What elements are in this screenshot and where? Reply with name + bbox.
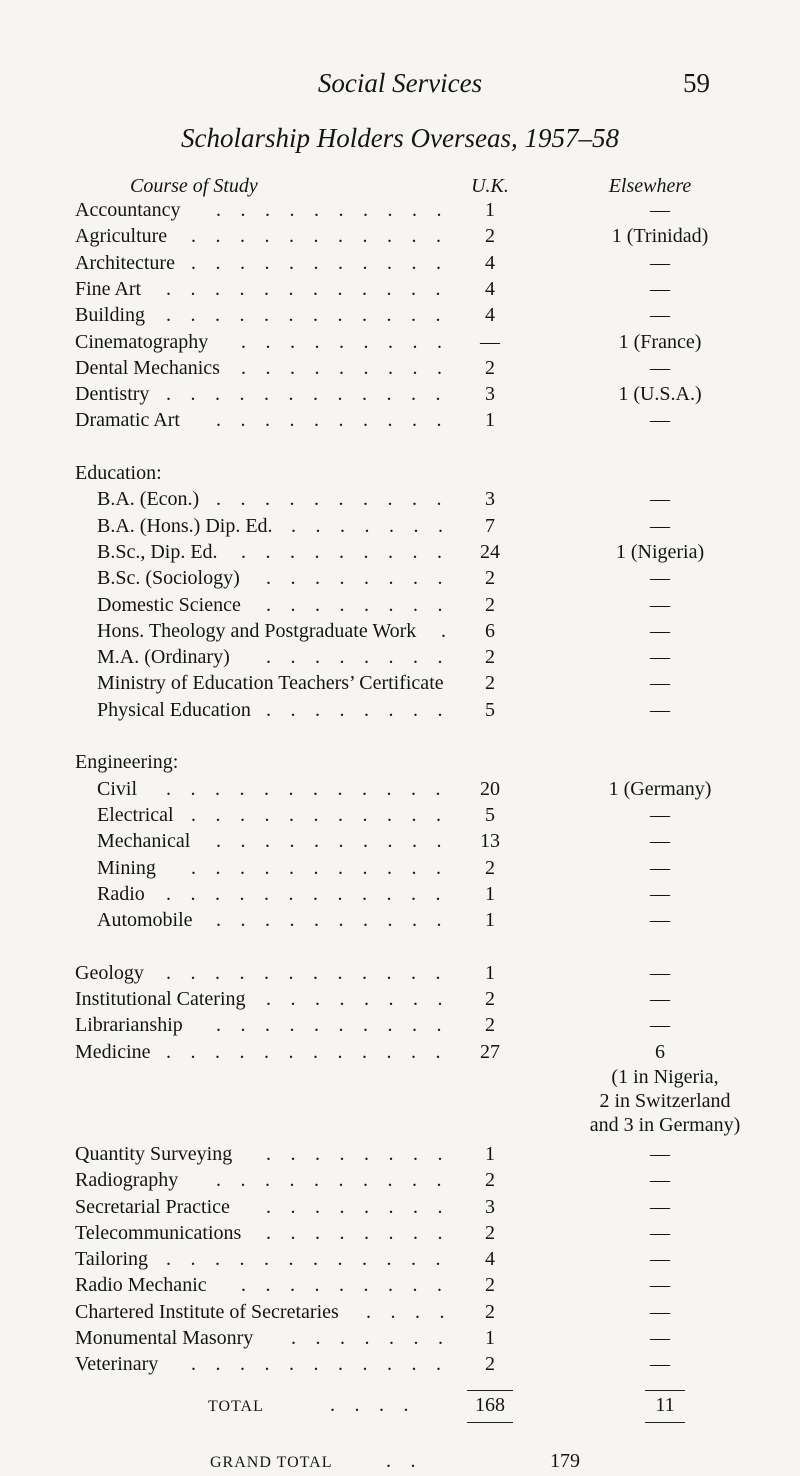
- leader-dots: ........: [266, 1221, 462, 1244]
- elsewhere-count: —: [650, 988, 670, 1010]
- leader-dots: .......: [291, 1327, 463, 1349]
- leader-dots: ............: [166, 882, 460, 905]
- leader-dots: ............: [166, 277, 460, 300]
- elsewhere-count: —: [650, 1353, 670, 1376]
- uk-count: 4: [485, 277, 495, 300]
- leader-dots: ........: [266, 567, 462, 590]
- elsewhere-count: —: [650, 856, 670, 879]
- elsewhere-count: —: [650, 251, 670, 274]
- elsewhere-count: —: [650, 830, 670, 853]
- total-elsewhere: 11: [655, 1393, 675, 1416]
- uk-count: 2: [485, 1353, 495, 1376]
- course-label: Chartered Institute of Secretaries: [75, 1300, 339, 1323]
- grand-total-value: 179: [550, 1449, 580, 1472]
- table-row: [0, 1246, 800, 1272]
- table-row: [0, 907, 800, 933]
- course-label: M.A. (Ordinary): [97, 646, 230, 669]
- leader-dots: ........: [266, 646, 462, 669]
- course-label: Automobile: [97, 909, 193, 932]
- elsewhere-count: —: [650, 1248, 670, 1271]
- elsewhere-count: —: [650, 909, 670, 932]
- table-row: [0, 407, 800, 433]
- table-row: [0, 539, 800, 565]
- leader-dots: ....: [330, 1393, 428, 1416]
- uk-count: 2: [485, 593, 495, 616]
- table-row: [0, 486, 800, 512]
- uk-count: 2: [485, 672, 495, 695]
- leader-dots: ..........: [216, 830, 461, 853]
- course-label: Dental Mechanics: [75, 356, 220, 379]
- total-row: [0, 1392, 800, 1418]
- leader-dots: .........: [241, 356, 462, 379]
- uk-count: 1: [485, 199, 495, 221]
- elsewhere-count: —: [650, 277, 670, 300]
- course-label: Mining: [97, 856, 156, 879]
- course-label: B.A. (Econ.): [97, 488, 200, 511]
- course-label: Librarianship: [75, 1014, 183, 1037]
- course-label: Building: [75, 304, 146, 327]
- elsewhere-count: 1 (Germany): [608, 777, 712, 800]
- table-row: [0, 381, 800, 407]
- course-label: Mechanical: [97, 830, 191, 853]
- grand-total-label: GRAND TOTAL: [210, 1453, 333, 1471]
- uk-count: 5: [485, 803, 495, 826]
- leader-dots: ............: [166, 1040, 460, 1063]
- elsewhere-count: —: [650, 1327, 670, 1349]
- table-row: [0, 276, 800, 302]
- table-row: [0, 513, 800, 539]
- course-label: Ministry of Education Teachers’ Certificate: [97, 672, 444, 695]
- leader-dots: ...........: [191, 856, 461, 879]
- column-header-elsewhere: Elsewhere: [608, 175, 692, 197]
- elsewhere-count: —: [650, 1195, 670, 1218]
- elsewhere-count: —: [650, 488, 670, 511]
- total-rule-uk: [467, 1390, 513, 1391]
- total-rule-elsewhere: [645, 1390, 685, 1391]
- table-row: [0, 1325, 800, 1351]
- table-row: [0, 1351, 800, 1377]
- uk-count: 1: [485, 909, 495, 932]
- elsewhere-count: —: [650, 1221, 670, 1244]
- section-heading: Education:: [75, 462, 162, 484]
- leader-dots: ..........: [216, 488, 461, 511]
- leader-dots: ..........: [216, 1014, 461, 1037]
- course-label: Fine Art: [75, 277, 142, 300]
- leader-dots: ...........: [191, 1353, 461, 1376]
- uk-count: 1: [485, 882, 495, 905]
- course-label: Cinematography: [75, 330, 209, 353]
- course-label: Physical Education: [97, 698, 251, 721]
- leader-dots: ..........: [216, 1169, 461, 1192]
- uk-count: 4: [485, 251, 495, 274]
- table-row: [0, 1299, 800, 1325]
- uk-count: 2: [485, 225, 495, 248]
- course-label: Dramatic Art: [75, 409, 180, 432]
- leader-dots: ...........: [191, 225, 461, 248]
- uk-count: 2: [485, 1300, 495, 1323]
- table-row: [0, 197, 800, 223]
- running-header: Social Services: [317, 68, 483, 98]
- table-row: [0, 1167, 800, 1193]
- table-row: [0, 828, 800, 854]
- uk-count: 1: [485, 409, 495, 432]
- uk-count: 1: [485, 961, 495, 984]
- elsewhere-count: —: [650, 672, 670, 695]
- table-row: [0, 776, 800, 802]
- uk-count: 6: [485, 619, 495, 642]
- course-label: Domestic Science: [97, 593, 241, 616]
- table-row: [0, 329, 800, 355]
- uk-count: 1: [485, 1142, 495, 1165]
- table-row: [0, 960, 800, 986]
- uk-count: —: [480, 330, 500, 353]
- elsewhere-count: 6: [655, 1040, 665, 1063]
- elsewhere-count: —: [650, 1014, 670, 1037]
- leader-dots: ..: [386, 1449, 435, 1472]
- elsewhere-count: 1 (Nigeria): [615, 540, 705, 563]
- uk-count: 3: [485, 488, 495, 511]
- elsewhere-count: —: [650, 803, 670, 826]
- uk-count: 1: [485, 1327, 495, 1349]
- course-label: Radio Mechanic: [75, 1274, 207, 1297]
- grand-rule-elsewhere: [645, 1422, 685, 1423]
- course-label: Institutional Catering: [75, 988, 246, 1010]
- table-row: [0, 986, 800, 1012]
- leader-dots: ........: [266, 1142, 462, 1165]
- course-label: Veterinary: [75, 1353, 159, 1376]
- course-label: Electrical: [97, 803, 174, 826]
- page-number: 59: [683, 68, 710, 98]
- medicine-note-line: and 3 in Germany): [589, 1113, 741, 1136]
- uk-count: 5: [485, 698, 495, 721]
- uk-count: 3: [485, 1195, 495, 1218]
- uk-count: 4: [485, 304, 495, 327]
- elsewhere-count: 1 (France): [618, 330, 702, 353]
- table-row: [0, 1272, 800, 1298]
- course-label: Secretarial Practice: [75, 1195, 230, 1218]
- total-uk: 168: [475, 1393, 505, 1416]
- course-label: Tailoring: [75, 1248, 149, 1271]
- table-title: Scholarship Holders Overseas, 1957–58: [181, 123, 619, 153]
- grand-total-row: [0, 1448, 800, 1474]
- elsewhere-count: —: [650, 304, 670, 327]
- uk-count: 7: [485, 514, 495, 537]
- leader-dots: .: [441, 619, 466, 642]
- table-row: [0, 618, 800, 644]
- table-row: [0, 1039, 800, 1065]
- elsewhere-count: 1 (U.S.A.): [618, 383, 702, 406]
- table-row: [0, 644, 800, 670]
- leader-dots: ............: [166, 383, 460, 406]
- leader-dots: .........: [241, 330, 462, 353]
- course-label: Telecommunications: [75, 1221, 242, 1244]
- leader-dots: .........: [241, 1274, 462, 1297]
- elsewhere-count: —: [650, 567, 670, 590]
- leader-dots: ........: [266, 698, 462, 721]
- uk-count: 2: [485, 646, 495, 669]
- table-row: [0, 881, 800, 907]
- course-label: Monumental Masonry: [75, 1327, 254, 1349]
- course-label: B.A. (Hons.) Dip. Ed.: [97, 514, 273, 537]
- table-row: [0, 250, 800, 276]
- course-label: B.Sc. (Sociology): [97, 567, 240, 590]
- table-row: [0, 697, 800, 723]
- medicine-note-line: (1 in Nigeria,: [611, 1065, 719, 1088]
- table-row: [0, 1194, 800, 1220]
- course-label: Quantity Surveying: [75, 1142, 233, 1165]
- uk-count: 4: [485, 1248, 495, 1271]
- elsewhere-count: —: [650, 593, 670, 616]
- course-label: Geology: [75, 961, 144, 984]
- elsewhere-count: —: [650, 882, 670, 905]
- table-row: [0, 223, 800, 249]
- total-label: TOTAL: [208, 1397, 264, 1415]
- table-row: [0, 670, 800, 696]
- uk-count: 2: [485, 1274, 495, 1297]
- elsewhere-count: —: [650, 619, 670, 642]
- leader-dots: .......: [291, 514, 463, 537]
- leader-dots: ..........: [216, 409, 461, 432]
- leader-dots: ..........: [216, 199, 461, 221]
- table-row: [0, 302, 800, 328]
- uk-count: 2: [485, 856, 495, 879]
- course-label: Architecture: [75, 251, 175, 274]
- elsewhere-count: —: [650, 961, 670, 984]
- uk-count: 2: [485, 356, 495, 379]
- column-header-uk: U.K.: [471, 175, 509, 197]
- leader-dots: ............: [166, 777, 460, 800]
- leader-dots: ........: [266, 988, 462, 1010]
- elsewhere-count: —: [650, 646, 670, 669]
- table-row: [0, 1012, 800, 1038]
- elsewhere-count: —: [650, 409, 670, 432]
- elsewhere-count: —: [650, 514, 670, 537]
- leader-dots: ...........: [191, 803, 461, 826]
- uk-count: 20: [480, 777, 500, 800]
- elsewhere-count: —: [650, 1142, 670, 1165]
- course-label: Radio: [97, 882, 145, 905]
- table-row: [0, 355, 800, 381]
- column-header-course: Course of Study: [130, 175, 258, 197]
- leader-dots: ....: [366, 1300, 464, 1323]
- uk-count: 2: [485, 1169, 495, 1192]
- elsewhere-count: —: [650, 199, 670, 221]
- course-label: Dentistry: [75, 383, 150, 406]
- leader-dots: ............: [166, 304, 460, 327]
- leader-dots: ...........: [191, 251, 461, 274]
- elsewhere-count: —: [650, 1274, 670, 1297]
- elsewhere-count: —: [650, 1300, 670, 1323]
- section-heading: Engineering:: [75, 751, 179, 774]
- uk-count: 27: [480, 1040, 500, 1063]
- course-label: Accountancy: [75, 199, 181, 221]
- leader-dots: ........: [266, 1195, 462, 1218]
- leader-dots: ..........: [216, 909, 461, 932]
- table-row: [0, 1141, 800, 1167]
- uk-count: 2: [485, 1014, 495, 1037]
- uk-count: 13: [480, 830, 500, 853]
- course-label: B.Sc., Dip. Ed.: [97, 540, 218, 563]
- table-row: [0, 802, 800, 828]
- leader-dots: ............: [166, 1248, 460, 1271]
- elsewhere-count: —: [650, 356, 670, 379]
- course-label: Hons. Theology and Postgraduate Work: [97, 619, 417, 642]
- medicine-note-line: 2 in Switzerland: [599, 1089, 731, 1112]
- elsewhere-count: —: [650, 1169, 670, 1192]
- table-row: [0, 565, 800, 591]
- table-row: [0, 855, 800, 881]
- table-row: [0, 592, 800, 618]
- uk-count: 3: [485, 383, 495, 406]
- elsewhere-count: —: [650, 698, 670, 721]
- leader-dots: ........: [266, 593, 462, 616]
- uk-count: 2: [485, 1221, 495, 1244]
- elsewhere-count: 1 (Trinidad): [611, 225, 709, 248]
- course-label: Civil: [97, 777, 138, 800]
- leader-dots: .........: [241, 540, 462, 563]
- leader-dots: ............: [166, 961, 460, 984]
- uk-count: 24: [480, 540, 500, 563]
- table-row: [0, 1220, 800, 1246]
- course-label: Medicine: [75, 1040, 151, 1063]
- grand-rule-uk: [467, 1422, 513, 1423]
- course-label: Radiography: [75, 1169, 179, 1192]
- uk-count: 2: [485, 988, 495, 1010]
- course-label: Agriculture: [75, 225, 168, 248]
- uk-count: 2: [485, 567, 495, 590]
